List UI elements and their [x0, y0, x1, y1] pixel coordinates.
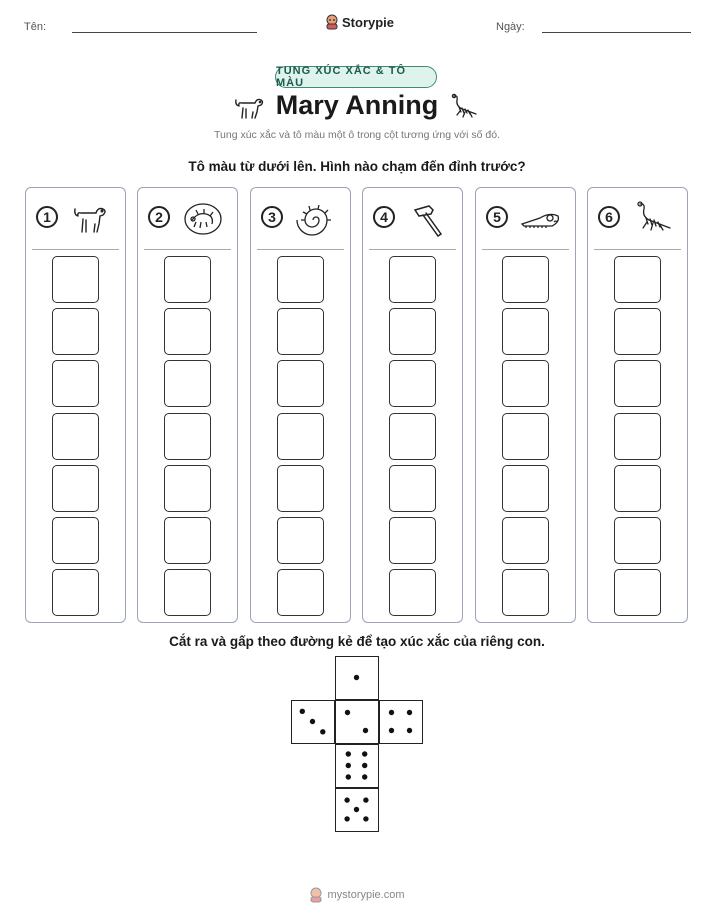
die-pip	[354, 675, 359, 680]
column-header	[251, 188, 350, 250]
die-pip	[310, 719, 315, 724]
color-cell[interactable]	[502, 517, 549, 564]
die-face-6	[335, 744, 379, 788]
date-label: Ngày:	[496, 21, 525, 33]
color-cell[interactable]	[502, 465, 549, 512]
column-header	[476, 188, 575, 250]
die-pip	[363, 797, 368, 802]
column-number: 2	[148, 206, 170, 228]
cut-instruction: Cắt ra và gấp theo đường kẻ để tạo xúc xắc của riêng con.	[169, 634, 545, 649]
color-cell[interactable]	[502, 256, 549, 303]
column-4	[362, 187, 463, 623]
die-face-3	[291, 700, 335, 744]
die-pip	[363, 816, 368, 821]
column-6	[587, 187, 688, 623]
column-1	[25, 187, 126, 623]
color-cell[interactable]	[389, 413, 436, 460]
column-header	[26, 188, 125, 250]
die-pip	[346, 774, 351, 779]
color-cell[interactable]	[502, 413, 549, 460]
color-cell[interactable]	[614, 256, 661, 303]
color-cell[interactable]	[277, 517, 324, 564]
color-cell[interactable]	[277, 360, 324, 407]
page-title: Mary Anning	[275, 90, 439, 120]
color-cell[interactable]	[614, 360, 661, 407]
fossil-rock-icon	[182, 200, 224, 238]
color-cell[interactable]	[52, 413, 99, 460]
color-cell[interactable]	[389, 465, 436, 512]
date-line	[542, 32, 691, 33]
color-cell[interactable]	[502, 569, 549, 616]
color-cell[interactable]	[389, 308, 436, 355]
die-pip	[362, 763, 367, 768]
color-cell[interactable]	[389, 569, 436, 616]
die-pip	[346, 751, 351, 756]
page-subtitle: Tung xúc xắc và tô màu một ô trong cột tương ứng với số đó.	[214, 129, 500, 141]
die-face-1	[335, 656, 379, 700]
brand-logo	[325, 14, 394, 30]
die-pip	[344, 816, 349, 821]
color-cell[interactable]	[277, 308, 324, 355]
storypie-mascot-icon	[309, 887, 323, 903]
color-cell[interactable]	[614, 308, 661, 355]
plesiosaur-icon	[448, 92, 480, 120]
die-pip	[363, 728, 368, 733]
die-face-5	[335, 788, 379, 832]
die-face-2	[335, 700, 379, 744]
color-cell[interactable]	[277, 256, 324, 303]
column-divider	[482, 249, 569, 250]
column-divider	[369, 249, 456, 250]
die-face-4	[379, 700, 423, 744]
color-cell[interactable]	[164, 517, 211, 564]
die-pip	[362, 774, 367, 779]
color-cell[interactable]	[164, 413, 211, 460]
color-cell[interactable]	[614, 517, 661, 564]
column-header	[588, 188, 687, 250]
footer-url: mystorypie.com	[327, 889, 405, 901]
plesiosaur-skeleton-icon	[632, 200, 674, 238]
ammonite-shell-icon	[295, 200, 337, 238]
storypie-mascot-icon	[325, 14, 339, 30]
column-3	[250, 187, 351, 623]
color-cell[interactable]	[502, 360, 549, 407]
die-pip	[389, 710, 394, 715]
color-cell[interactable]	[614, 413, 661, 460]
brand-name: Storypie	[342, 14, 395, 30]
name-line	[72, 32, 257, 33]
column-divider	[594, 249, 681, 250]
column-number: 1	[36, 206, 58, 228]
color-cell[interactable]	[164, 360, 211, 407]
color-cell[interactable]	[52, 360, 99, 407]
column-header	[363, 188, 462, 250]
column-2	[137, 187, 238, 623]
color-cell[interactable]	[52, 308, 99, 355]
dog-icon	[70, 200, 112, 238]
column-divider	[32, 249, 119, 250]
column-5	[475, 187, 576, 623]
instruction-text: Tô màu từ dưới lên. Hình nào chạm đến đỉnh trước?	[188, 159, 526, 174]
die-pip	[407, 710, 412, 715]
die-pip	[407, 728, 412, 733]
color-cell[interactable]	[614, 569, 661, 616]
color-cell[interactable]	[277, 465, 324, 512]
color-cell[interactable]	[52, 465, 99, 512]
die-pip	[362, 751, 367, 756]
color-cell[interactable]	[389, 360, 436, 407]
color-cell[interactable]	[389, 517, 436, 564]
column-number: 4	[373, 206, 395, 228]
color-cell[interactable]	[164, 308, 211, 355]
column-divider	[144, 249, 231, 250]
color-cell[interactable]	[614, 465, 661, 512]
color-cell[interactable]	[502, 308, 549, 355]
color-cell[interactable]	[277, 569, 324, 616]
color-cell[interactable]	[52, 517, 99, 564]
die-pip	[346, 763, 351, 768]
color-cell[interactable]	[52, 569, 99, 616]
die-pip	[345, 710, 350, 715]
color-cell[interactable]	[277, 413, 324, 460]
name-label: Tên:	[24, 21, 47, 33]
column-number: 6	[598, 206, 620, 228]
activity-badge: TUNG XÚC XẮC & TÔ MÀU	[275, 66, 437, 88]
color-cell[interactable]	[164, 256, 211, 303]
footer	[0, 887, 714, 903]
color-cell[interactable]	[389, 256, 436, 303]
die-pip	[320, 729, 325, 734]
column-number: 5	[486, 206, 508, 228]
column-divider	[257, 249, 344, 250]
color-cell[interactable]	[164, 569, 211, 616]
column-number: 3	[261, 206, 283, 228]
ichthyosaur-skull-icon	[520, 200, 562, 238]
die-pip	[300, 709, 305, 714]
hammer-icon	[407, 200, 449, 238]
die-pip	[354, 807, 359, 812]
die-pip	[344, 797, 349, 802]
die-pip	[389, 728, 394, 733]
color-cell[interactable]	[164, 465, 211, 512]
color-cell[interactable]	[52, 256, 99, 303]
column-header	[138, 188, 237, 250]
